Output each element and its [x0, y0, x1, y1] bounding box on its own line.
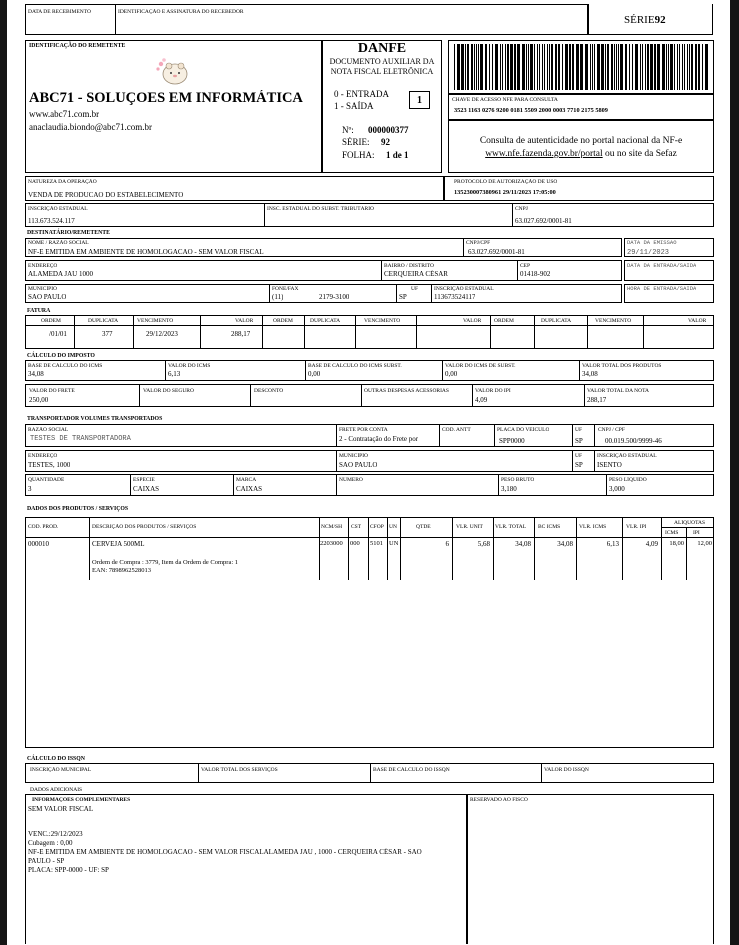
consulta-line-2 — [448, 149, 714, 160]
fisco-box — [467, 794, 714, 944]
danfe-numero-label: Nº: — [342, 125, 354, 135]
dest-fone: 2179-3100 — [319, 293, 350, 301]
natureza-label: NATUREZA DA OPERAÇÃO — [28, 179, 97, 185]
dest-nome: NF-E EMITIDA EM AMBIENTE DE HOMOLOGACAO - SEM VALOR FISCAL — [28, 248, 264, 256]
fatura-col-divider — [490, 315, 491, 349]
valor-icms: 6,13 — [168, 370, 181, 378]
prod-header-vunit: VLR. UNIT — [456, 524, 483, 530]
danfe-title: DANFE — [357, 41, 407, 56]
dest-uf: SP — [399, 293, 407, 301]
data-emissao-label: DATA DA EMISSÃO — [627, 240, 677, 246]
transp-marca-label: MARCA — [236, 477, 257, 483]
transp-marca: CAIXAS — [236, 485, 263, 493]
prod-header-bc: BC ICMS — [538, 524, 561, 530]
prod-header-qtd: QTDE — [416, 524, 431, 530]
transp-uf-placa: SP — [575, 437, 583, 445]
prod-desc: CERVEJA 500ML — [92, 540, 145, 548]
left-frame-edge — [0, 0, 7, 945]
frete-label: VALOR DO FRETE — [29, 388, 75, 394]
bc-icms-label: BASE DE CÁLCULO DO ICMS — [28, 363, 103, 369]
fatura-valor: 288,17 — [231, 330, 251, 338]
danfe-entrada: 0 - ENTRADA — [334, 89, 389, 99]
fatura-header-3: VENCIMENTO — [137, 318, 174, 324]
prod-header-cod: COD. PROD. — [28, 524, 59, 530]
prod-info-2: EAN: 7898962528013 — [92, 567, 152, 574]
hora-saida-label: HORA DE ENTRADA/SAÍDA — [627, 286, 697, 292]
emitente-name: ABC71 - SOLUÇOES EM INFORMÁTICA — [29, 90, 303, 106]
fatura-ordem: /01/01 — [49, 330, 67, 338]
transp-municipio-label: MUNICÍPIO — [339, 453, 369, 459]
transp-antt-label: COD. ANTT — [442, 427, 471, 433]
total-produtos-label: VALOR TOTAL DOS PRODUTOS — [582, 363, 662, 369]
fatura-col-divider — [587, 315, 588, 349]
prod-un: UN — [389, 540, 399, 547]
adicionais-section-label: DADOS ADICIONAIS — [30, 787, 83, 793]
canhoto-box — [25, 4, 588, 35]
transp-peso-liquido-label: PESO LÍQUIDO — [609, 477, 647, 483]
dest-endereco: ALAMEDA JAU 1000 — [28, 270, 93, 278]
valor-icms-label: VALOR DO ICMS — [168, 363, 211, 369]
dest-nome-label: NOME / RAZÃO SOCIAL — [28, 240, 89, 246]
transp-placa-label: PLACA DO VEÍCULO — [497, 427, 550, 433]
prod-cfop: 5101 — [370, 540, 383, 547]
fatura-header-1: ORDEM — [41, 318, 61, 324]
protocolo-label: PROTOCOLO DE AUTORIZAÇÃO DE USO — [454, 179, 558, 185]
prod-header-cst: CST — [351, 524, 362, 530]
prod-header-vtotal: VLR. TOTAL — [495, 524, 527, 530]
consulta-line-1: Consulta de autenticidade no portal nacional da NF-e — [479, 136, 683, 146]
info-line-5: PAULO - SP — [28, 857, 65, 865]
transp-uf-label: UF — [575, 453, 583, 459]
fatura-col-divider — [643, 315, 644, 349]
prod-header-vicms: VLR. ICMS — [579, 524, 607, 530]
total-produtos: 34,08 — [582, 370, 598, 378]
dest-endereco-label: ENDEREÇO — [28, 263, 58, 269]
transportador-section-label: TRANSPORTADOR VOLUMES TRANSPORTADOS — [27, 416, 163, 422]
transp-especie-label: ESPÉCIE — [133, 477, 155, 483]
transp-placa: SPP0000 — [499, 437, 525, 445]
transp-peso-bruto: 3,180 — [501, 485, 517, 493]
transp-municipio: SAO PAULO — [339, 461, 378, 469]
fatura-col-divider — [416, 315, 417, 349]
transp-razao: TESTES DE TRANSPORTADORA — [30, 435, 131, 443]
hamster-with-flowers-icon — [155, 56, 191, 86]
transp-ie: ISENTO — [597, 461, 622, 469]
danfe-serie: 92 — [381, 137, 390, 147]
fatura-header-11: VENCIMENTO — [595, 318, 632, 324]
data-recebimento-label: DATA DE RECEBIMENTO — [28, 9, 92, 15]
danfe-serie-label: SÉRIE: — [342, 137, 370, 147]
dest-ie: 113673524117 — [434, 293, 476, 301]
fatura-header-6: DUPLICATA — [310, 318, 341, 324]
danfe-subtitle-2: NOTA FISCAL ELETRÔNICA — [330, 67, 434, 76]
tipo-operacao-value: 1 — [417, 95, 422, 106]
issqn-servicos-label: VALOR TOTAL DOS SERVIÇOS — [201, 767, 278, 773]
fatura-header-2: DUPLICATA — [88, 318, 119, 324]
fatura-col-divider — [534, 315, 535, 349]
issqn-im-label: INSCRIÇÃO MUNICIPAL — [30, 767, 92, 773]
dest-bairro-label: BAIRRO / DISTRITO — [384, 263, 435, 269]
fatura-header-4: VALOR — [235, 318, 254, 324]
dest-cnpj: 63.027.692/0001-81 — [468, 248, 525, 256]
protocolo-value: 135230007380961 29/11/2023 17:05:00 — [454, 189, 556, 196]
prod-header-aliq-icms: ICMS — [665, 530, 679, 536]
bc-st: 0,00 — [308, 370, 321, 378]
total-nota-label: VALOR TOTAL DA NOTA — [587, 388, 650, 394]
prod-aliq-icms: 18,00 — [669, 540, 684, 547]
fatura-col-divider — [74, 315, 75, 349]
issqn-bc-label: BASE DE CÁLCULO DO ISSQN — [373, 767, 450, 773]
ie-value: 113.673.524.117 — [28, 217, 75, 225]
dest-fone-ddd: (11) — [272, 293, 284, 301]
natureza-value: VENDA DE PRODUCAO DO ESTABELECIMENTO — [28, 191, 184, 199]
transp-peso-liquido: 3,000 — [609, 485, 625, 493]
ipi: 4,09 — [475, 396, 488, 404]
consulta-portal-link[interactable]: www.nfe.fazenda.gov.br/portal — [485, 149, 603, 159]
dest-fone-label: FONE/FAX — [272, 286, 299, 292]
fatura-col-divider — [262, 315, 263, 349]
fatura-header-9: ORDEM — [494, 318, 514, 324]
fatura-col-divider — [355, 315, 356, 349]
frete: 250,00 — [29, 396, 49, 404]
dest-cnpj-label: CNPJ/CPF — [466, 240, 491, 246]
prod-header-ncm: NCM/SH — [321, 524, 343, 530]
fatura-section-label: FATURA — [27, 308, 51, 314]
imposto-section-label: CÁLCULO DO IMPOSTO — [27, 353, 95, 359]
transp-peso-bruto-label: PESO BRUTO — [501, 477, 535, 483]
dest-cep-label: CEP — [520, 263, 531, 269]
prod-header-aliq-ipi: IPI — [693, 530, 700, 536]
desconto-label: DESCONTO — [254, 388, 284, 394]
info-complementares-label: INFORMAÇÕES COMPLEMENTARES — [32, 797, 131, 803]
destinatario-section-label: DESTINATÁRIO/REMETENTE — [27, 230, 110, 236]
fatura-header-7: VENCIMENTO — [364, 318, 401, 324]
transp-frete-label: FRETE POR CONTA — [339, 427, 388, 433]
prod-vicms: 6,13 — [606, 540, 619, 548]
fisco-label: RESERVADO AO FISCO — [470, 797, 528, 803]
data-emissao: 29/11/2023 — [627, 249, 670, 257]
fatura-duplicata: 377 — [102, 330, 113, 338]
prod-header-desc: DESCRIÇÃO DOS PRODUTOS / SERVIÇOS — [92, 524, 197, 530]
issqn-valor-label: VALOR DO ISSQN — [544, 767, 589, 773]
dest-ie-label: INSCRIÇÃO ESTADUAL — [434, 286, 494, 292]
emitente-website: www.abc71.com.br — [29, 109, 100, 119]
danfe-folha-label: FOLHA: — [342, 150, 375, 160]
ie-label: INSCRIÇÃO ESTADUAL — [28, 206, 88, 212]
canhoto-serie-label: SÉRIE — [624, 14, 655, 26]
canhoto-serie-value: 92 — [654, 14, 666, 26]
transp-uf-placa-label: UF — [575, 427, 583, 433]
fatura-header-12: VALOR — [688, 318, 707, 324]
transp-ie-label: INSCRIÇÃO ESTADUAL — [597, 453, 657, 459]
transp-uf: SP — [575, 461, 583, 469]
fatura-header-5: ORDEM — [273, 318, 293, 324]
fatura-vencimento: 29/12/2023 — [146, 330, 178, 338]
emitente-section-label: IDENTIFICAÇÃO DO REMETENTE — [29, 43, 126, 49]
bc-st-label: BASE DE CÁLCULO DO ICMS SUBST. — [308, 363, 402, 369]
danfe-saida: 1 - SAÍDA — [334, 101, 374, 111]
prod-ncm: 2203000 — [320, 540, 343, 547]
ie-st-label: INSC. ESTADUAL DO SUBST. TRIBUTÁRIO — [267, 206, 375, 212]
total-nota: 288,17 — [587, 396, 607, 404]
transp-frete: 2 - Contratação do Frete por — [339, 435, 419, 443]
barcode-image — [454, 44, 708, 90]
info-line-2: VENC.:29/12/2023 — [28, 830, 83, 838]
dest-cep: 01418-902 — [520, 270, 551, 278]
danfe-subtitle-1: DOCUMENTO AUXILIAR DA — [329, 57, 435, 66]
info-line-1: SEM VALOR FISCAL — [28, 805, 94, 813]
issqn-section-label: CÁLCULO DO ISSQN — [27, 756, 85, 762]
prod-info-1: Ordem de Compra : 3779, Item da Ordem de Compra: 1 — [92, 559, 239, 566]
transp-cnpj-label: CNPJ / CPF — [598, 427, 625, 433]
prod-cst: 000 — [350, 540, 360, 547]
info-line-4: NF-E EMITIDA EM AMBIENTE DE HOMOLOGACAO - SEM VALOR FISCALALAMEDA JAU , 1000 - CERQUEIRA CÉSAR - SAO — [28, 848, 422, 856]
prod-aliq-ipi: 12,00 — [697, 540, 712, 547]
valor-st: 0,00 — [445, 370, 458, 378]
transp-endereco: TESTES, 1000 — [28, 461, 71, 469]
transp-quantidade-label: QUANTIDADE — [28, 477, 65, 483]
right-frame-edge — [730, 0, 739, 945]
prod-qtd: 6 — [445, 540, 449, 548]
prod-vunit: 5,68 — [477, 540, 490, 548]
transp-cnpj: 00.019.500/9999-46 — [605, 437, 662, 445]
transp-endereco-label: ENDEREÇO — [28, 453, 58, 459]
emitente-email: anaclaudia.biondo@abc71.com.br — [29, 122, 152, 132]
fatura-header-8: VALOR — [463, 318, 482, 324]
produtos-table — [25, 517, 714, 748]
fatura-col-divider — [133, 315, 134, 349]
prod-header-un: UN — [389, 524, 397, 530]
dest-municipio: SAO PAULO — [28, 293, 67, 301]
danfe-numero: 000000377 — [368, 125, 409, 135]
produtos-section-label: DADOS DOS PRODUTOS / SERVIÇOS — [27, 506, 129, 512]
identificacao-recebedor-label: IDENTIFICAÇÃO E ASSINATURA DO RECEBEDOR — [118, 9, 244, 15]
consulta-tail: ou no site da Sefaz — [602, 149, 677, 159]
cnpj-emitente-label: CNPJ — [515, 206, 528, 212]
data-saida-label: DATA DA ENTRADA/SAÍDA — [627, 263, 697, 269]
prod-header-cfop: CFOP — [370, 524, 384, 530]
chave-label: CHAVE DE ACESSO NFE PARA CONSULTA — [452, 97, 558, 103]
outras-despesas-label: OUTRAS DESPESAS ACESSÓRIAS — [364, 388, 449, 394]
fatura-col-divider — [200, 315, 201, 349]
transp-especie: CAIXAS — [133, 485, 160, 493]
dest-municipio-label: MUNICÍPIO — [28, 286, 58, 292]
transp-quantidade: 3 — [28, 485, 32, 493]
fatura-header-10: DUPLICATA — [541, 318, 572, 324]
danfe-folha: 1 de 1 — [386, 150, 409, 160]
prod-header-aliq: ALÍQUOTAS — [674, 520, 706, 526]
prod-vipi: 4,09 — [645, 540, 658, 548]
seguro-label: VALOR DO SEGURO — [143, 388, 194, 394]
valor-st-label: VALOR DO ICMS DE SUBST. — [445, 363, 516, 369]
prod-vtotal: 34,08 — [515, 540, 531, 548]
canhoto-serie — [624, 14, 666, 26]
info-line-6: PLACA: SPP-0000 - UF: SP — [28, 866, 109, 874]
prod-header-vipi: VLR. IPI — [626, 524, 647, 530]
transp-razao-label: RAZÃO SOCIAL — [28, 427, 69, 433]
prod-cod: 000010 — [28, 540, 49, 548]
bc-icms: 34,08 — [28, 370, 44, 378]
cnpj-emitente-value: 63.027.692/0001-81 — [515, 217, 572, 225]
transp-numero-label: NUMERO — [339, 477, 363, 483]
dest-bairro: CERQUEIRA CÉSAR — [384, 270, 448, 278]
chave-value: 3523 1163 0276 9200 0181 5509 2000 0003 7710 2175 5809 — [454, 107, 608, 114]
ipi-label: VALOR DO IPI — [475, 388, 511, 394]
dest-uf-label: UF — [411, 286, 419, 292]
info-line-3: Cubagem : 0,00 — [28, 839, 73, 847]
prod-bc: 34,08 — [557, 540, 573, 548]
fatura-col-divider — [304, 315, 305, 349]
